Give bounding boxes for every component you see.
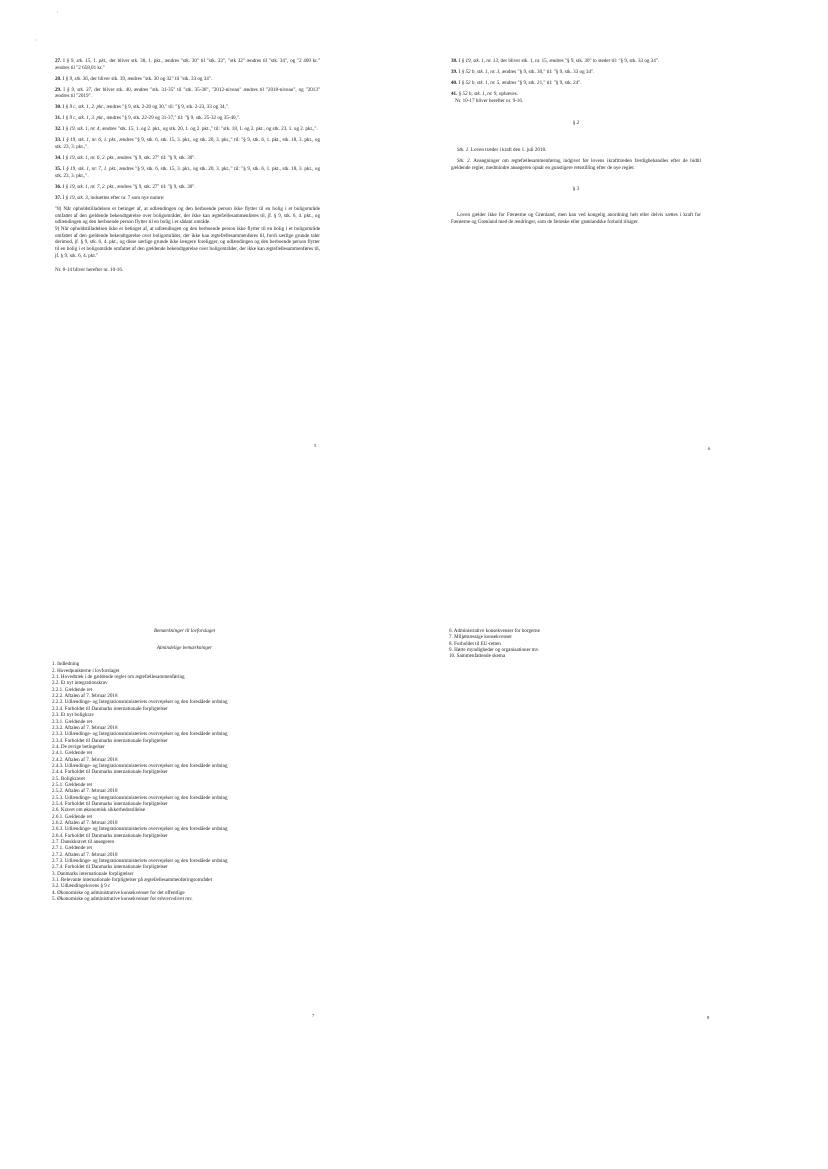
toc-entry: 2.2.2. Aftalen af 7. februar 2018 (52, 693, 118, 700)
amendment-text: ændres "§ 9, stk. 2-20 og 30," til: "§ 9, stk. 2-23, 33 og 34,". (105, 104, 230, 111)
page-number: 6 (708, 446, 711, 451)
amendment-text: indsættes efter nr. 7 som nye numre: (89, 194, 165, 201)
amendment-reference: § 52 b, stk. 1, nr. 3, (461, 69, 501, 75)
amendment-item (451, 58, 701, 65)
remarks-heading: Bemærkninger til lovforslaget (153, 628, 216, 634)
toc-entry: 3.1. Relevante internationale forpligtelser på ægtefællesammenføringsområdet (52, 877, 212, 884)
amendment-text: ophæves. (497, 91, 518, 97)
toc-entry: 2.4.4. Forholdet til Danmarks internationale forpligtelser (52, 769, 168, 776)
toc-entry: 2.3.1. Gældende ret (52, 718, 93, 725)
stk-text: Loven træder i kraft den 1. juli 2018. (469, 147, 547, 154)
amendment-reference: § 9, stk. 36, (65, 75, 90, 82)
amendment-reference: § 9 c, stk. 1, 2. pkt., (65, 104, 106, 111)
amendment-number: 40. (451, 80, 458, 86)
renumbering-note: Nr. 10-17 bliver herefter nr. 9-16. (455, 97, 524, 104)
amendment-reference: § 19, stk. 1, nr. 6, 2. pkt., (65, 155, 116, 162)
toc-entry: 2.4.2. Aftalen af 7. februar 2018 (52, 756, 118, 763)
amendment-number: 28. (55, 75, 62, 82)
toc-entry: 2.1. Hovedtræk i de gældende regler om ægtefællesammenføring (52, 674, 185, 681)
amendment-prefix: I (62, 104, 66, 111)
toc-entry: 2.7.2. Aftalen af 7. februar 2018 (52, 851, 118, 858)
amendment-prefix: I (62, 126, 66, 133)
amendment-number: 41. (451, 91, 458, 97)
toc-entry: 2.6.3. Udlændinge- og Integrationsministeriets overvejelser og den foreslåede ordning (52, 826, 228, 833)
section-2-stk-1 (451, 147, 701, 154)
amendment-reference: § 9 c, stk. 1, 3. pkt., (65, 115, 106, 122)
amendment-number: 33. (55, 137, 62, 144)
toc-entry: 2.5. Boligkravet (52, 775, 85, 782)
toc-entry: 3. Danmarks internationale forpligtelser (52, 870, 134, 877)
amendment-text: der bliver stk. 40, ændres "stk. 31-35" til "stk. 35-38", "2012-niveau" ændres til "2018-niveau", og "2013" ændres til "2019". (55, 86, 320, 100)
page-number: 8 (707, 1015, 710, 1020)
amendment-prefix: I (62, 75, 66, 82)
toc-entry: 2. Hovedpunkterne i lovforslaget (52, 667, 120, 674)
toc-entry: 1. Indledning (52, 661, 80, 668)
renumbering-note: Nr. 8-14 bliver herefter nr. 10-16. (55, 267, 124, 274)
toc-entry: 2.7.3. Udlændinge- og Integrationsministeriets overvejelser og den foreslåede ordning (52, 858, 228, 865)
amendment-reference: § 19, stk. 1, nr. 13, (461, 58, 500, 64)
amendment-text: ændres "§ 9, stk. 22-29 og 31-37," til: "§ 9, stk. 25-32 og 35-40,". (105, 115, 241, 122)
toc-entry: 2.5.1. Gældende ret (52, 781, 93, 788)
toc-entry: 2.6. Kravet om økonomisk sikkerhedsstillelse (52, 807, 146, 814)
page-8 (449, 628, 699, 660)
amendment-prefix: I (62, 137, 67, 144)
amendment-prefix: I (62, 115, 66, 122)
toc-entry: 10. Sammenfattende skema (449, 653, 506, 660)
amendment-item (55, 104, 320, 111)
stk-text: Ansøgninger om ægtefællesammenføring indgivet før lovens ikrafttræden færdigbehandles efter de hidtil gældende regler, medmindre ansøgeren opnår en gunstigere retsstilling efter de nye regler. (451, 158, 701, 171)
amendment-number: 39. (451, 69, 458, 75)
toc-entry: 5. Økonomiske og administrative konsekvenser for erhvervslivet mv. (52, 896, 193, 903)
amendment-reference: § 19, stk. 1, nr. 7, 2. pkt., (65, 183, 116, 190)
toc-entry: 6. Administrative konsekvenser for borgerne (449, 628, 540, 634)
toc-entry: 2.3.3. Udlændinge- og Integrationsministeriets overvejelser og den foreslåede ordning (52, 731, 228, 738)
section-2-stk-2 (451, 158, 701, 171)
amendment-item (55, 58, 320, 71)
toc-entry: 8. Forholdet til EU-retten (449, 640, 501, 647)
toc-entry: 2.7. Danskkravet til ansøgeren (52, 839, 115, 846)
toc-entry: 2.2.1. Gældende ret (52, 686, 93, 693)
amendment-prefix: I (63, 86, 67, 93)
toc-entry: 2.6.1. Gældende ret (52, 813, 93, 820)
table-of-contents (52, 661, 317, 902)
toc-entry: 2.7.1. Gældende ret (52, 845, 93, 852)
toc-entry: 2.4.3. Udlændinge- og Integrationsministeriets overvejelser og den foreslåede ordning (52, 762, 228, 769)
toc-entry: 2.4. De øvrige betingelser (52, 743, 105, 750)
scan-mark: ' (57, 12, 58, 17)
stk-label: Stk. 1. (457, 147, 470, 154)
amendment-reference: § 19, stk. 1, nr. 7, 1. pkt., (66, 166, 118, 173)
amendment-prefix: I (458, 69, 462, 75)
amendment-number: 34. (55, 155, 62, 162)
amendment-item (451, 91, 701, 98)
toc-entry: 2.6.4. Forholdet til Danmarks internationale forpligtelser (52, 832, 168, 839)
amendment-prefix: I (62, 155, 66, 162)
toc-entry: 7. Miljømæssige konsekvenser (449, 634, 512, 641)
amendment-reference: § 52 b, stk. 1, nr. 5, (461, 80, 501, 86)
amendment-prefix: I (62, 194, 66, 201)
amendment-number: 35. (55, 166, 62, 173)
amendment-list (451, 58, 701, 87)
amendment-item (55, 166, 320, 179)
remarks-subheading: Almindelige bemærkninger (156, 644, 213, 651)
amendment-prefix: I (458, 58, 462, 64)
amendment-text: ændres "§ 9, stk. 21," til: "§ 9, stk. 24". (500, 80, 582, 86)
amendment-text: , der bliver stk. 38, 1. pkt., ændres "stk. 30" til "stk. 33", "stk 32" ændres til "stk. 34", og "2 400 kr." ændres til "2 658,01 kr." (55, 58, 320, 71)
quoted-item-8: "8) Når opholdstilladelsen er betinget af, at udlændingen og den herboende person ikke flytter til en bolig i et boligområde omfattet af den gældende bekendtgørelse over boligområder, der ikke kan ægtefællesammenføres til, jf. § 9, stk. 6, 4. pkt., og udlændingen og den herboende person flytter til en bolig i et sådant område. (55, 205, 320, 226)
amendment-number: 31. (55, 115, 62, 122)
page-7 (52, 628, 317, 902)
page-number: 5 (314, 443, 317, 448)
amendment-reference: § 9, stk. 15, 1. pkt. (66, 58, 107, 64)
amendment-reference: § 19, stk. 1, nr. 6, 1. pkt., (66, 137, 118, 144)
amendment-prefix: I (63, 58, 67, 64)
amendment-reference: § 9, stk. 37, (66, 86, 93, 93)
toc-entry: 3.2. Udlændingelovens § 9 c (52, 883, 111, 890)
toc-entry: 2.5.2. Aftalen af 7. februar 2018 (52, 788, 118, 795)
amendment-prefix: I (62, 183, 66, 190)
amendment-item (55, 155, 320, 162)
quoted-item-9: 9) Når opholdstilladelsen ikke er betinget af, at udlændingen og den herboende person ikke flytter til en bolig i et boligområde omfattet af den gældende bekendtgørelse over boligområder, der ikke kan ægtefællesammenføres til, fordi særlige grunde taler derimod, jf. § 9, stk. 6, 4. pkt., og disse særlige grunde ikke længere foreligger, og udlændingen og den herboende person flytter til en bolig i et boligområde omfattet af den gældende bekendtgørelse over boligområder, der ikke kan ægtefællesammenføres til, jf. § 9, stk. 6, 4. pkt." (55, 225, 320, 259)
toc-entry: 2.4.1. Gældende ret (52, 750, 93, 757)
amendment-list (55, 58, 320, 202)
toc-entry: 9. Hørte myndigheder og organisationer mv. (449, 647, 540, 654)
toc-entry: 2.3. Et nyt boligkrav (52, 712, 95, 719)
amendment-text: ændres "§ 9, stk. 6, stk. 15, 3. pkt., og stk. 20, 3. pkt.," til: "§ 9, stk. 6, 1. pkt., stk. 18, 3. pkt., og stk. 23, 3. pkt.,". (55, 166, 320, 179)
section-heading-2: § 2 (572, 120, 580, 127)
amendment-text: ændres "§ 9, stk. 6, stk. 15, 3. pkt., og stk. 20, 3. pkt.," til: "§ 9, stk. 6, 1. pkt., stk. 18, 3. pkt., og stk. 23, 3. pkt.,". (55, 137, 320, 151)
scan-mark: ' (36, 40, 37, 45)
table-of-contents-continued (449, 628, 699, 660)
amendment-item (55, 137, 320, 150)
amendment-text: der bliver stk. 39, ændres "stk. 30 og 32" til "stk. 33 og 34". (89, 75, 213, 82)
page-5 (55, 58, 320, 274)
toc-entry: 4. Økonomiske og administrative konsekvenser for det offentlige (52, 889, 185, 896)
amendment-number: 27. (55, 58, 62, 64)
amendment-text: ændres "stk. 15, 1. og 2. pkt., og stk. 20, 1. og 2. pkt.," til: "stk. 18, 1. og 2. pkt., og stk. 23, 1. og 2. pkt.,". (100, 126, 318, 133)
amendment-number: 37. (55, 194, 62, 201)
toc-entry: 2.6.2. Aftalen af 7. februar 2018 (52, 820, 118, 826)
amendment-prefix: I (62, 166, 67, 173)
amendment-text: ændres "§ 9, stk. 30," til: "§ 9, stk. 33 og 34". (500, 69, 595, 75)
amendment-text: ændres "§ 9, stk. 27" til: "§ 9, stk. 30". (115, 183, 196, 190)
amendment-number: 29. (55, 86, 62, 93)
toc-entry: 2.2.4. Forholdet til Danmarks internationale forpligtelser (52, 705, 168, 712)
amendment-item (55, 87, 320, 100)
amendment-reference: § 52 b, stk. 1, nr. 9, (458, 91, 498, 97)
amendment-item (451, 69, 701, 76)
amendment-reference: § 19, stk. 1, nr. 4, (65, 126, 101, 133)
amendment-number: 38. (451, 58, 458, 64)
stk-label: Stk. 2. (457, 158, 471, 165)
amendment-number: 36. (55, 183, 62, 190)
section-heading-3: § 3 (572, 185, 580, 192)
amendment-number: 30. (55, 104, 62, 111)
toc-entry: 2.2. Et nyt integrationskrav (52, 680, 108, 687)
toc-entry: 2.5.3. Udlændinge- og Integrationsministeriets overvejelser og den foreslåede ordning (52, 794, 228, 801)
amendment-item (55, 184, 320, 191)
page-6 (451, 58, 701, 230)
toc-entry: 2.3.2. Aftalen af 7. februar 2018 (52, 724, 118, 731)
section-3-text: Loven gælder ikke for Færøerne og Grønland, men kan ved kongelig anordning helt eller delvis sættes i kraft for Færøerne og Grønland med de ændringer, som de færøske eller grønlandske forhold tilsiger. (451, 212, 701, 225)
toc-entry: 2.3.4. Forholdet til Danmarks internationale forpligtelser (52, 737, 168, 744)
toc-entry: 2.5.4. Forholdet til Danmarks internationale forpligtelser (52, 800, 168, 807)
amendment-item (55, 126, 320, 133)
amendment-text: ændres "§ 9, stk. 27" til: "§ 9, stk. 30". (115, 155, 196, 162)
amendment-prefix: I (458, 80, 462, 86)
toc-entry: 2.2.3. Udlændinge- og Integrationsministeriets overvejelser og den foreslåede ordning (52, 699, 228, 706)
amendment-text: der bliver stk. 1, nr. 15, ændres "§ 9, stk. 30" to steder til: "§ 9, stk. 33 og 34". (499, 58, 660, 64)
amendment-item (55, 115, 320, 122)
page-number: 7 (312, 1013, 315, 1018)
amendment-item (55, 76, 320, 83)
toc-entry: 2.7.4. Forholdet til Danmarks internationale forpligtelser (52, 864, 168, 871)
amendment-reference: § 19, stk. 3, (65, 194, 90, 201)
amendment-item (55, 195, 320, 202)
amendment-number: 32. (55, 126, 62, 133)
amendment-item (451, 80, 701, 87)
